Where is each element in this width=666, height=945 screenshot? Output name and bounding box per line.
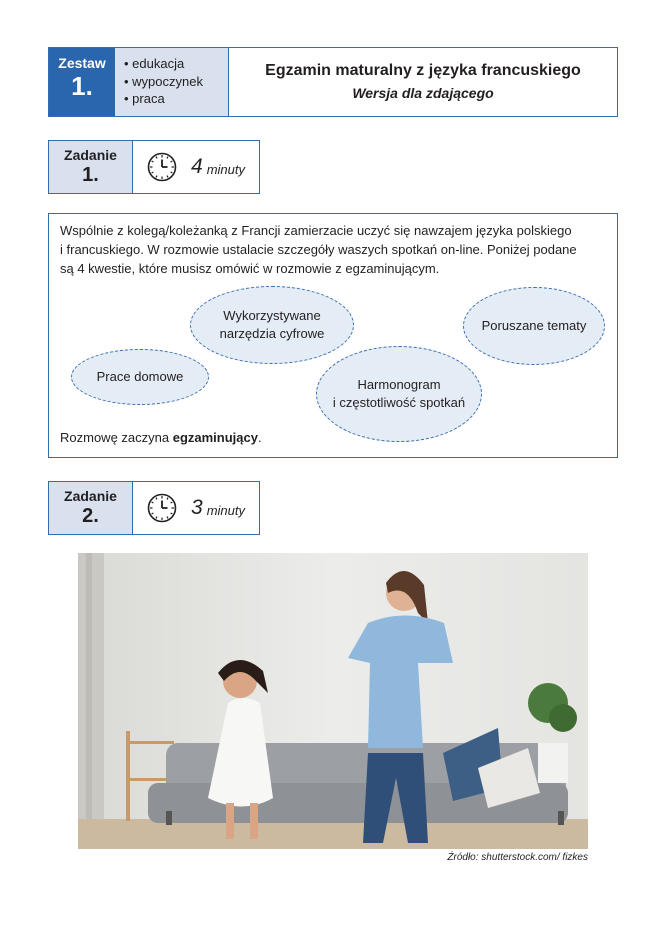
task2-time xyxy=(133,482,259,534)
task2-photo xyxy=(78,553,588,849)
task1-number: 1. xyxy=(82,164,99,186)
bubble-text: narzędzia cyfrowe xyxy=(219,326,325,341)
instruction-line: Wspólnie z kolegą/koleżanką z Francji zamierzacie uczyć się nawzajem języka polskiego xyxy=(60,223,572,238)
bubble-text: i częstotliwość spotkań xyxy=(332,395,466,410)
bubble-text: Poruszane tematy xyxy=(481,318,587,333)
exam-header xyxy=(48,47,618,117)
task1-instructions xyxy=(60,221,608,278)
closing-emphasis: egzaminujący xyxy=(172,430,258,445)
task1-label: Zadanie xyxy=(64,147,117,163)
set-badge xyxy=(49,48,115,116)
task2-header xyxy=(48,481,260,535)
task1-header xyxy=(48,140,260,194)
instruction-line: są 4 kwestie, które musisz omówić w rozmowie z egzaminującym. xyxy=(60,261,440,276)
set-label: Zestaw xyxy=(58,55,106,71)
task2-minutes-label: minuty xyxy=(206,502,245,518)
exam-title-block xyxy=(229,48,617,116)
topic-item: • praca xyxy=(124,91,165,106)
bubble-text: Harmonogram xyxy=(357,377,441,392)
task1-minutes-label: minuty xyxy=(206,161,245,177)
task1-content xyxy=(48,213,618,458)
bubble-text: Prace domowe xyxy=(96,369,184,384)
set-number: 1. xyxy=(71,71,93,101)
topic-bubble-schedule xyxy=(316,346,482,442)
topic-item: • edukacja xyxy=(124,56,185,71)
task1-minutes: 4 xyxy=(191,155,203,178)
bubble-text: Wykorzystywane xyxy=(223,308,321,323)
task1-label-box xyxy=(49,141,133,193)
task2-number: 2. xyxy=(82,505,99,527)
task1-time xyxy=(133,141,259,193)
task1-closing xyxy=(60,430,262,445)
task2-label: Zadanie xyxy=(64,488,117,504)
topic-item: • wypoczynek xyxy=(124,73,203,89)
topic-bubble-subjects xyxy=(463,287,605,365)
closing-period: . xyxy=(257,430,262,445)
topic-bubble-homework xyxy=(71,349,209,405)
topic-bubble-tools xyxy=(190,286,354,364)
clock-icon xyxy=(147,152,177,182)
exam-version: Wersja dla zdającego xyxy=(352,85,494,101)
photo-source: Źródło: shutterstock.com/ fizkes xyxy=(447,852,588,863)
topic-list xyxy=(115,48,229,116)
task2-minutes: 3 xyxy=(191,496,203,519)
instruction-line: i francuskiego. W rozmowie ustalacie szczegóły waszych spotkań on-line. Poniżej podane xyxy=(60,242,577,257)
exam-title: Egzamin maturalny z języka francuskiego xyxy=(265,62,581,79)
closing-text: Rozmowę zaczyna xyxy=(60,430,173,445)
photo-illustration xyxy=(78,553,588,849)
task2-label-box xyxy=(49,482,133,534)
clock-icon xyxy=(147,493,177,523)
